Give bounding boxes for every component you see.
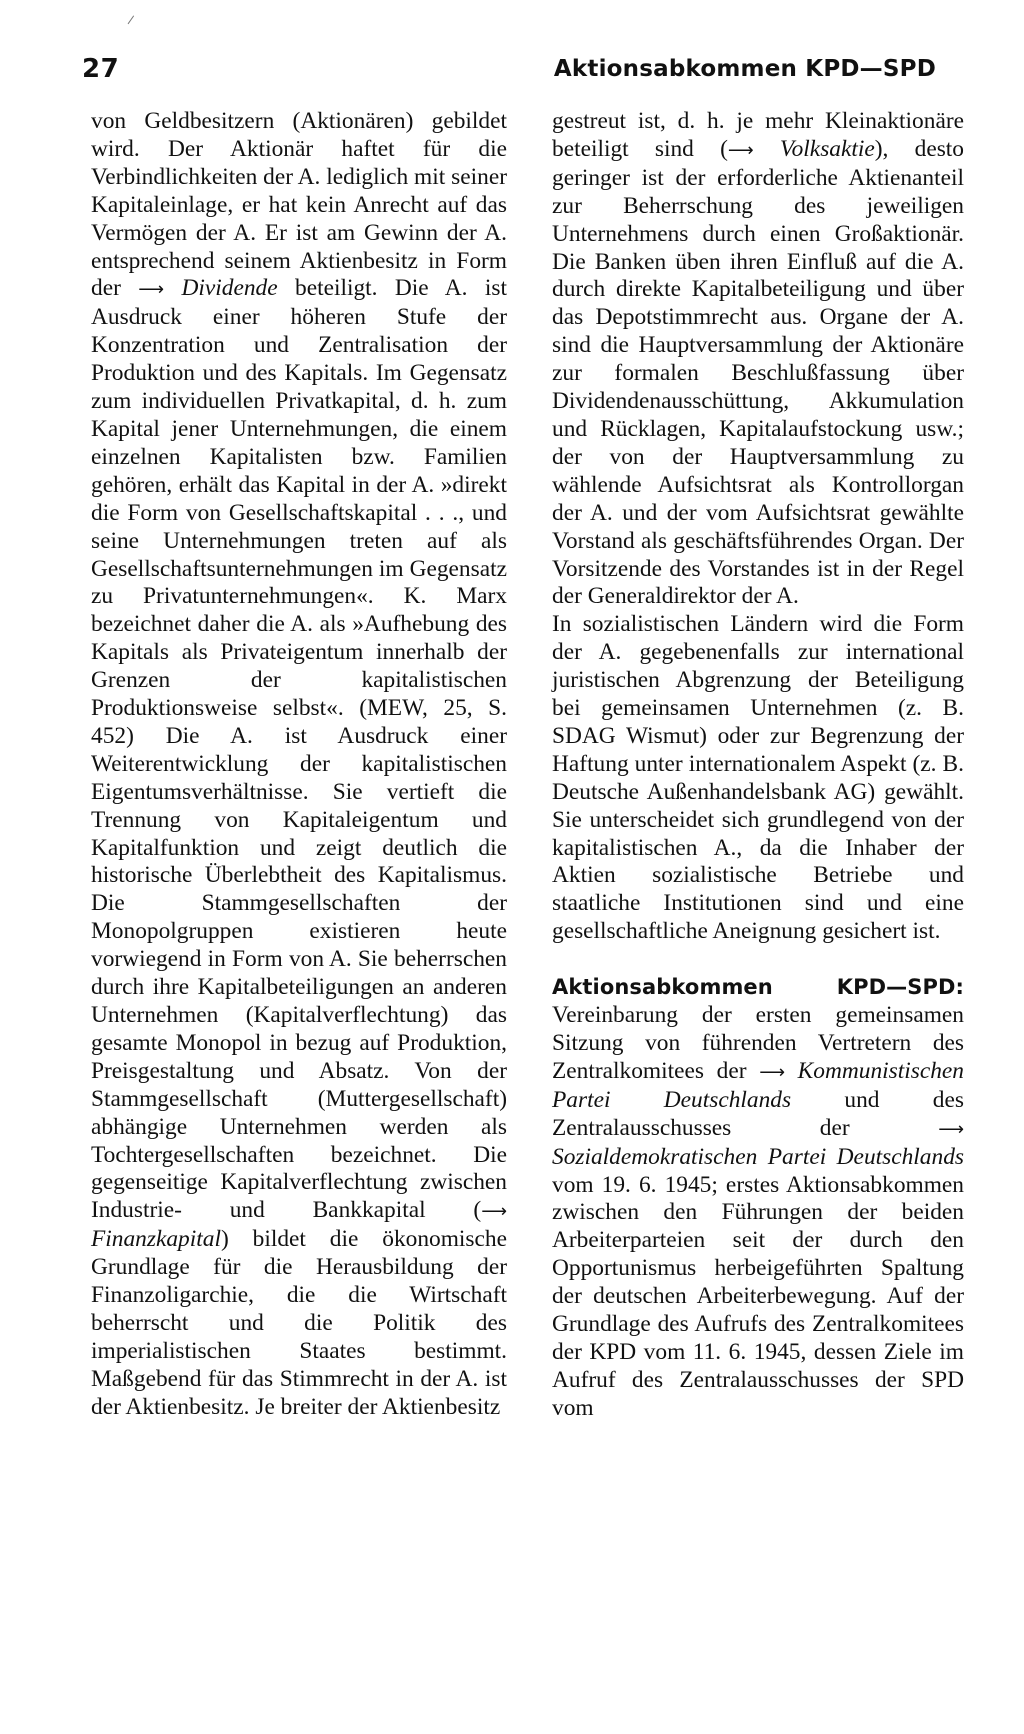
cross-reference-arrow-icon: ⟶ — [759, 1061, 785, 1083]
cross-reference-spd: Sozialdemokratischen Partei Deutschlands — [552, 1143, 964, 1170]
entry-separator — [552, 946, 964, 974]
right-column — [552, 108, 964, 1423]
left-text-1: von Geldbesitzern (Aktionären) gebildet wird. Der Aktionär haftet für die Verbindlichkeiten der A. lediglich mit seiner Kapitaleinlage, er hat kein Anrecht auf das Vermögen der A. Er ist am Gewinn der A. entsprechend seinem Aktienbesitz in Form der — [91, 108, 507, 302]
entry-text-1: Vereinbarung der ersten gemeinsamen Sitzung von führenden Vertretern des Zentralkomitees der — [552, 1002, 964, 1084]
right-text-1: gestreut ist, d. h. je mehr Kleinaktionäre beteiligt sind ( — [552, 108, 964, 162]
entry-heading: Aktionsabkommen KPD—SPD: — [552, 975, 964, 1000]
right-text-2: ), desto geringer ist der erforderliche Aktienanteil zur Beherrschung des jeweiligen Unternehmens durch einen Großaktionär. Die Banken üben ihren Einfluß auf die A. durch direkte Kapitalbeteiligung und über das Depotstimmrecht aus. Organe der A. sind die Hauptversammlung der Aktionäre zur formalen Beschlußfassung über Dividendenausschüttung, Akkumulation und Rücklagen, Kapitalaufstockung usw.; der von der Hauptversammlung zu wählende Aufsichtsrat als Kontrollorgan der A. und der vom Aufsichtsrat gewählte Vorstand als geschäftsführendes Organ. Der Vorsitzende des Vorstandes ist in der Regel der Generaldirektor der A. — [552, 135, 964, 610]
left-column-paragraph — [91, 108, 507, 1422]
cross-reference-arrow-icon: ⟶ — [938, 1118, 964, 1140]
entry-text-2: und des Zentralausschusses der — [552, 1086, 964, 1141]
running-head: Aktionsabkommen KPD—SPD — [553, 56, 936, 82]
cross-reference-dividende: Dividende — [181, 275, 278, 302]
cross-reference-volksaktie: Volksaktie — [779, 135, 875, 162]
left-text-3: ) bildet die ökonomische Grundlage für die Herausbildung der Finanzoligarchie, die die Wirtschaft beherrscht und die Politik des imperialistischen Staates bestimmt. Maßgebend für das Stimmrecht in der A. ist der Aktienbesitz. Je breiter der Aktienbesitz — [91, 1226, 507, 1420]
left-text-2: beteiligt. Die A. ist Ausdruck einer höheren Stufe der Konzentration und Zentralisation der Produktion und des Kapitals. Im Gegensatz zum individuellen Privatkapital, d. h. zum Kapital jener Unternehmungen, die einem einzelnen Kapitalisten bzw. Familien gehören, erhält das Kapital in der A. »direkt die Form von Gesellschaftskapital . . ., und seine Unternehmungen treten auf als Gesellschaftsunternehmungen im Gegensatz zu Privatunternehmungen«. K. Marx bezeichnet daher die A. als »Aufhebung des Kapitals als Privateigentum innerhalb der Grenzen der kapitalistischen Produktionsweise selbst«. (MEW, 25, S. 452) Die A. ist Ausdruck einer Weiterentwicklung der kapitalistischen Eigentumsverhältnisse. Sie vertieft die Trennung von Kapitaleigentum und Kapitalfunktion und zeigt deutlich die historische Überlebtheit des Kapitalismus. Die Stammgesellschaften der Monopolgruppen existieren heute vorwiegend in Form von A. Sie beherrschen durch ihre Kapitalbeteiligungen an anderen Unternehmen (Kapitalverflechtung) das gesamte Monopol in bezug auf Produktion, Preisgestaltung und Absatz. Von der Stammgesellschaft (Muttergesellschaft) abhängige Unternehmen werden als Tochtergesellschaften bezeichnet. Die gegenseitige Kapitalverflechtung zwischen Industrie- und Bankkapital ( — [91, 275, 507, 1224]
cross-reference-arrow-icon: ⟶ — [481, 1201, 507, 1223]
cross-reference-arrow-icon: ⟶ — [138, 279, 165, 301]
cross-reference-kpd: Kommunistischen Partei Deutschlands — [552, 1057, 964, 1113]
cross-reference-finanzkapital: Finanzkapital — [91, 1226, 221, 1253]
dictionary-entry — [552, 974, 964, 1423]
entry-text-3: vom 19. 6. 1945; erstes Aktionsabkommen zwischen den Führungen der beiden Arbeiterparteien seit der durch den Opportunismus herbeigeführten Spaltung der deutschen Arbeiterbewegung. Auf der Grundlage des Aufrufs des Zentralkomitees der KPD vom 11. 6. 1945, dessen Ziele im Aufruf des Zentralausschusses der SPD vom — [552, 1171, 964, 1421]
stray-mark — [128, 15, 138, 26]
right-column-paragraph-1 — [552, 108, 964, 611]
right-column-paragraph-2: In sozialistischen Ländern wird die Form der A. gegebenenfalls zur international juristischen Abgrenzung der Beteiligung bei gemeinsamen Unternehmen (z. B. SDAG Wismut) oder zur Begrenzung der Haftung unter internationalem Aspekt (z. B. Deutsche Außenhandelsbank AG) gewählt. Sie unterscheidet sich grundlegend von der kapitalistischen A., da die Inhaber der Aktien sozialistische Betriebe und staatliche Institutionen sind und eine gesellschaftliche Aneignung gesichert ist. — [552, 611, 964, 945]
left-column — [91, 108, 507, 1422]
page-number: 27 — [82, 54, 120, 84]
cross-reference-arrow-icon: ⟶ — [727, 139, 754, 161]
